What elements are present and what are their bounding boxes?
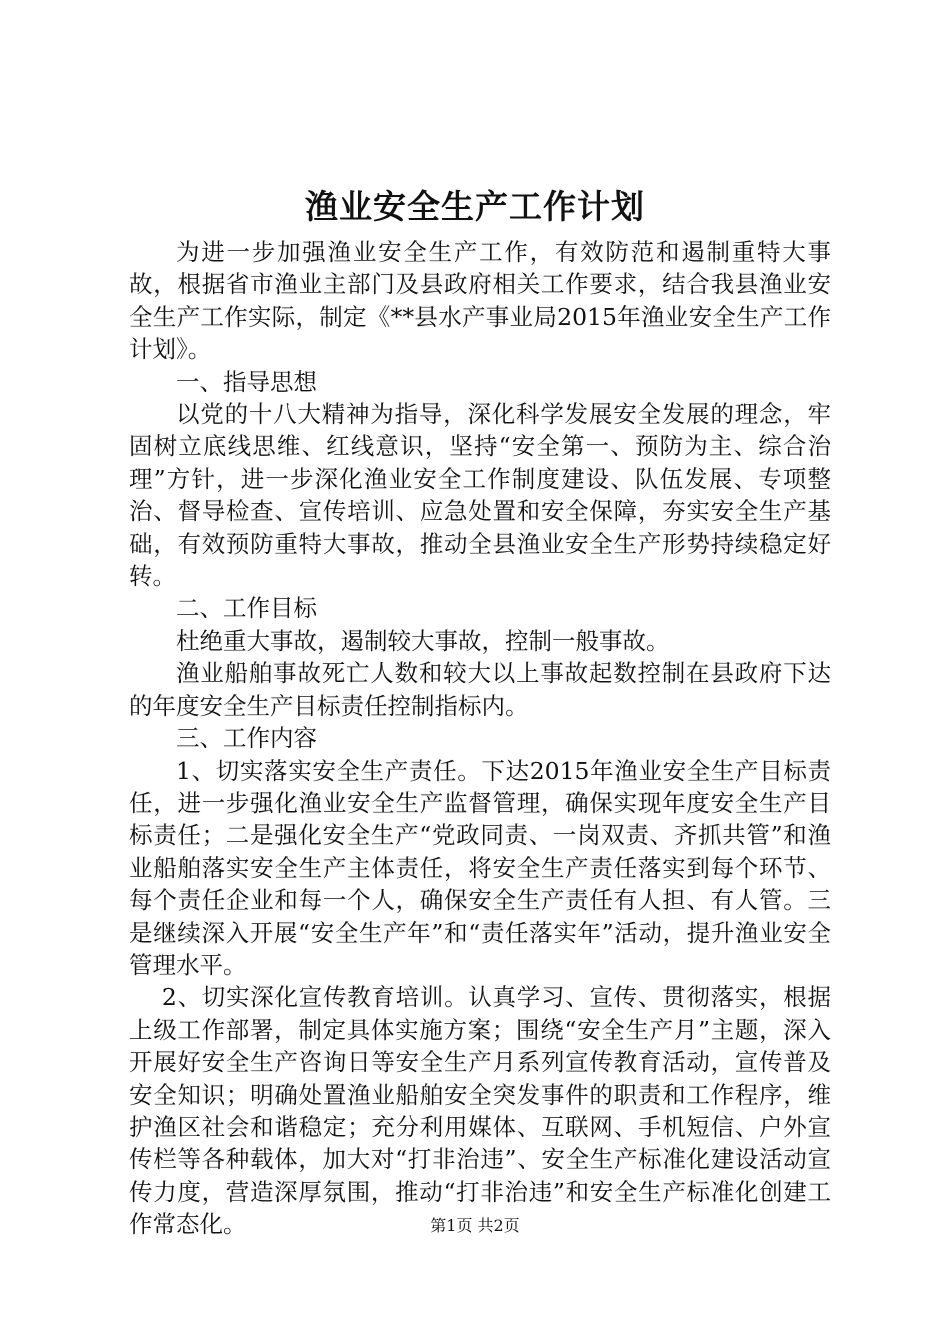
document-body bbox=[129, 236, 831, 1241]
work-goals-paragraph-1: 杜绝重大事故，遏制较大事故，控制一般事故。 bbox=[176, 626, 670, 655]
section-heading-guiding-ideology: 一、指导思想 bbox=[176, 367, 317, 396]
page-footer: 第1页 共2页 bbox=[430, 1216, 520, 1235]
work-content-item-2: 2、切实深化宣传教育培训。认真学习、宣传、贯彻落实，根据上级工作部署，制定具体实施方案；围绕“安全生产月”主题，深入开展好安全生产咨询日等安全生产月系列宣传教育活动，宣传普及安全知识；明确处置渔业船舶安全突发事件的职责和工作程序，维护渔区社会和谐稳定；充分利用媒体、互联网、手机短信、户外宣传栏等各种载体，加大对“打非治违”、安全生产标准化建设活动宣传力度，营造深厚氛围，推动“打非治违”和安全生产标准化创建工作常态化。 bbox=[129, 983, 831, 1239]
work-content-item-1: 1、切实落实安全生产责任。下达2015年渔业安全生产目标责任，进一步强化渔业安全生产监督管理，确保实现年度安全生产目标责任；二是强化安全生产“党政同责、一岗双责、齐抓共管”和渔业船舶落实安全生产主体责任，将安全生产责任落实到每个环节、每个责任企业和每一个人，确保安全生产责任有人担、有人管。三是继续深入开展“安全生产年”和“责任落实年”活动，提升渔业安全管理水平。 bbox=[129, 756, 831, 979]
guiding-ideology-paragraph: 以党的十八大精神为指导，深化科学发展安全发展的理念，牢固树立底线思维、红线意识，坚持“安全第一、预防为主、综合治理”方针，进一步深化渔业安全工作制度建设、队伍发展、专项整治、督导检查、宣传培训、应急处置和安全保障，夯实安全生产基础，有效预防重特大事故，推动全县渔业安全生产形势持续稳定好转。 bbox=[129, 400, 831, 591]
section-heading-work-goals: 二、工作目标 bbox=[176, 594, 317, 623]
intro-paragraph: 为进一步加强渔业安全生产工作，有效防范和遏制重特大事故，根据省市渔业主部门及县政府相关工作要求，结合我县渔业安全生产工作实际，制定《**县水产事业局2015年渔业安全生产工作计划》。 bbox=[129, 238, 831, 364]
section-heading-work-content: 三、工作内容 bbox=[176, 724, 317, 753]
document-title: 渔业安全生产工作计划 bbox=[305, 187, 645, 226]
work-goals-paragraph-2: 渔业船舶事故死亡人数和较大以上事故起数控制在县政府下达的年度安全生产目标责任控制指标内。 bbox=[129, 659, 831, 720]
